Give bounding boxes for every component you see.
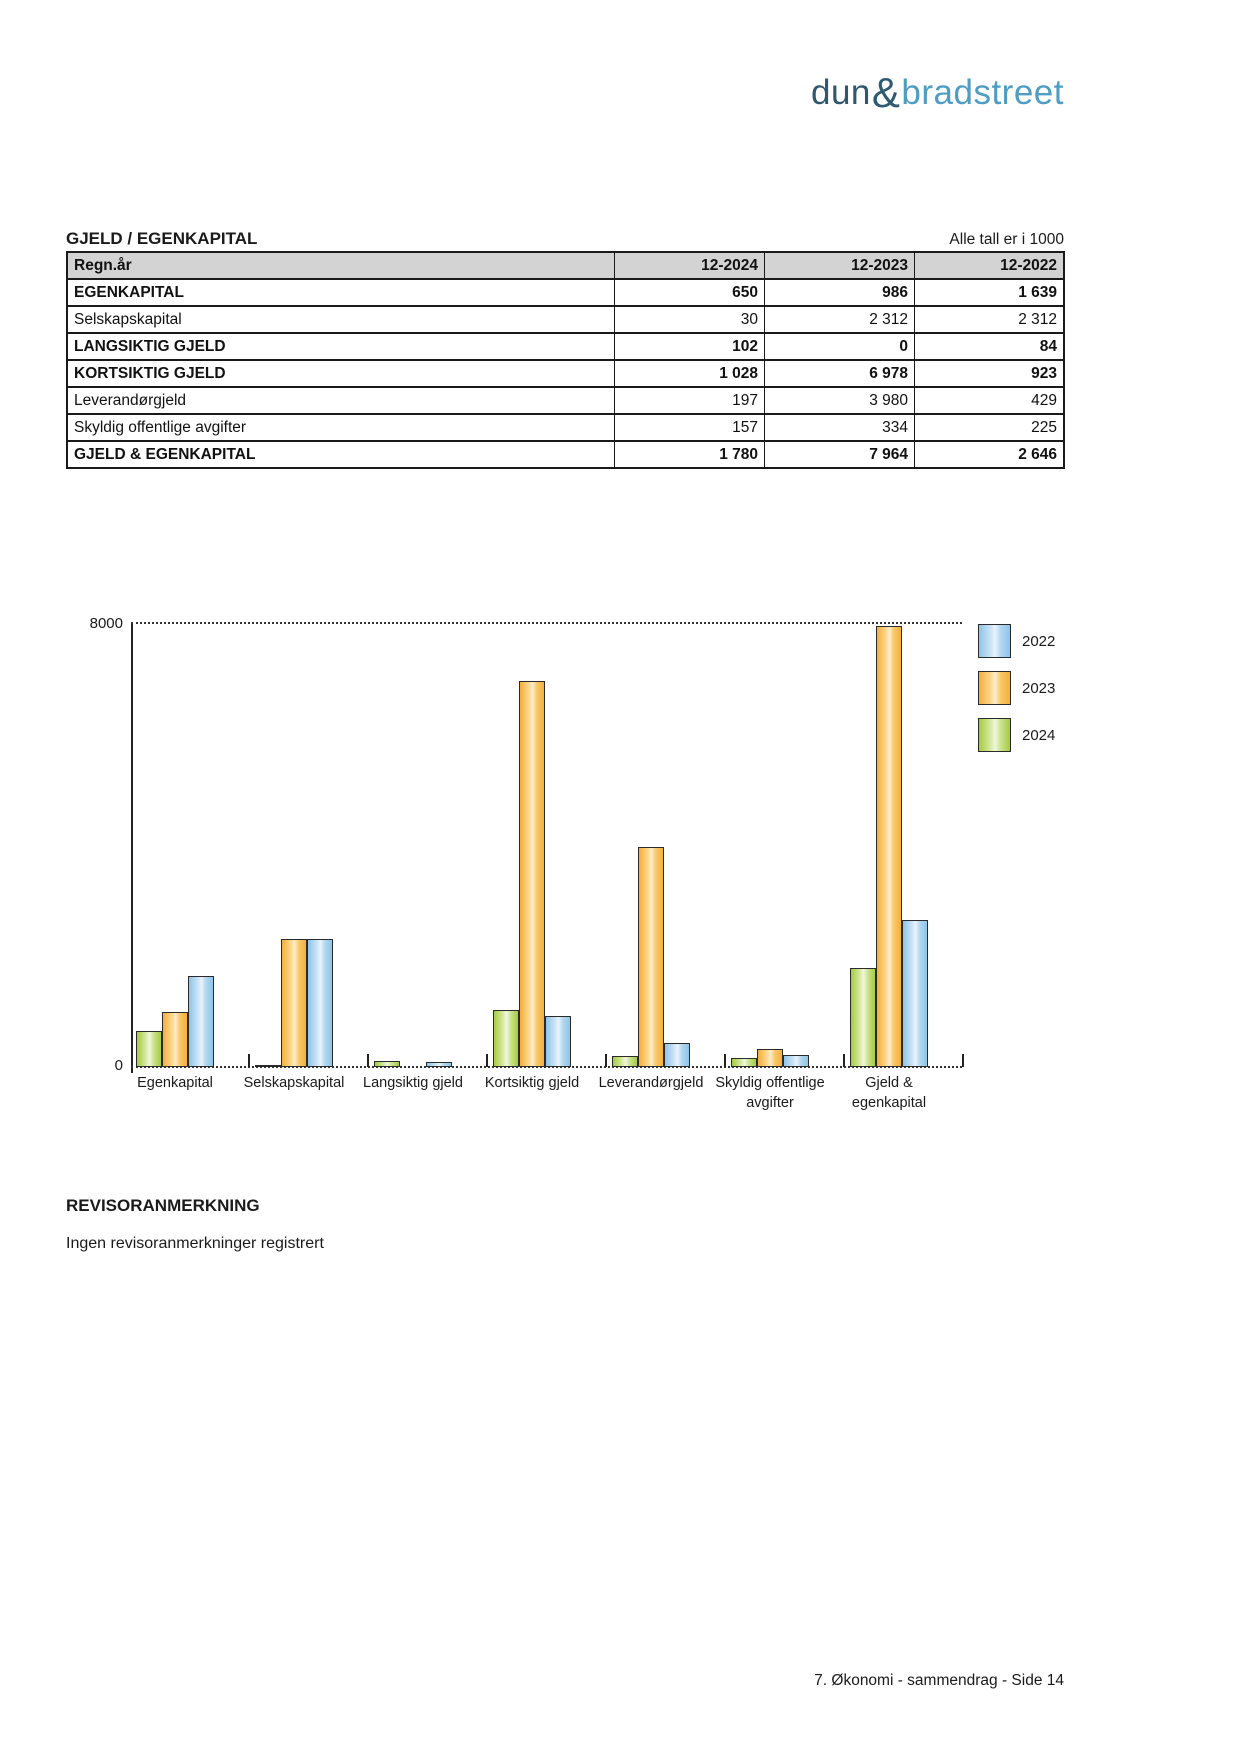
axis-tick	[248, 1054, 250, 1067]
legend-swatch-2023	[978, 671, 1011, 705]
bar-2022	[664, 1043, 690, 1067]
legend-label-2022: 2022	[1022, 633, 1056, 650]
legend-label-2023: 2023	[1022, 680, 1056, 697]
x-axis-baseline	[131, 1066, 962, 1068]
axis-tick	[843, 1054, 845, 1067]
logo-text-bradstreet: bradstreet	[901, 73, 1064, 112]
y-tick-8000: 8000	[89, 615, 123, 632]
bar-2022	[188, 976, 214, 1067]
dun-bradstreet-logo	[811, 66, 1064, 114]
category-label: Selskapskapital	[243, 1075, 345, 1091]
col-header-year: 12-2023	[765, 253, 915, 278]
axis-tick	[486, 1054, 488, 1067]
category-label: Skyldig offentlige avgifter	[715, 1075, 825, 1111]
bar-2024	[612, 1056, 638, 1067]
row-label: EGENKAPITAL	[68, 280, 615, 305]
col-header-year: 12-2024	[615, 253, 765, 278]
table-row	[68, 415, 1063, 442]
axis-tick	[367, 1054, 369, 1067]
bar-2023	[281, 939, 307, 1067]
category-label: Kortsiktig gjeld	[484, 1075, 580, 1091]
category-label: Egenkapital	[137, 1075, 213, 1091]
y-axis	[131, 624, 133, 1073]
row-label: KORTSIKTIG GJELD	[68, 361, 615, 386]
units-note: Alle tall er i 1000	[949, 231, 1064, 248]
row-value: 986	[765, 280, 915, 305]
bar-2022	[307, 939, 333, 1067]
row-value: 334	[765, 415, 915, 440]
row-value: 157	[615, 415, 765, 440]
ampersand-icon: &	[871, 69, 901, 116]
row-value: 30	[615, 307, 765, 332]
row-value: 1 780	[615, 442, 765, 467]
row-value: 7 964	[765, 442, 915, 467]
row-value: 429	[1031, 392, 1057, 409]
row-value: 225	[1031, 419, 1057, 436]
axis-tick	[605, 1054, 607, 1067]
page-footer: 7. Økonomi - sammendrag - Side 14	[814, 1672, 1064, 1689]
legend-label-2024: 2024	[1022, 727, 1056, 744]
table-row	[68, 334, 1063, 361]
table-row	[68, 361, 1063, 388]
revisor-text: Ingen revisoranmerkninger registrert	[66, 1235, 324, 1252]
bar-2023	[638, 847, 664, 1067]
bar-2023	[519, 681, 545, 1067]
row-label: Selskapskapital	[68, 307, 615, 332]
bar-2024	[255, 1065, 281, 1067]
legend-swatch-2024	[978, 718, 1011, 752]
row-value: 0	[765, 334, 915, 359]
bar-2023	[162, 1012, 188, 1067]
table-row	[68, 388, 1063, 415]
gridline-8000	[131, 622, 962, 624]
row-value: 6 978	[765, 361, 915, 386]
bar-2022	[902, 920, 928, 1067]
row-value: 923	[1031, 365, 1057, 382]
table-header-row	[68, 253, 1063, 280]
col-header-year: 12-2022	[1000, 257, 1057, 274]
axis-tick	[724, 1054, 726, 1067]
legend-swatch-2022	[978, 624, 1011, 658]
row-label: Leverandørgjeld	[68, 388, 615, 413]
row-value: 2 312	[765, 307, 915, 332]
bar-2024	[850, 968, 876, 1067]
bar-2022	[426, 1062, 452, 1067]
row-value: 84	[1039, 338, 1057, 355]
revisor-heading: REVISORANMERKNING	[66, 1196, 260, 1215]
row-label: GJELD & EGENKAPITAL	[68, 442, 615, 467]
logo-text-dun: dun	[810, 73, 871, 112]
row-value: 3 980	[765, 388, 915, 413]
row-value: 650	[615, 280, 765, 305]
section-heading-row	[66, 229, 1064, 249]
bar-2024	[731, 1058, 757, 1067]
row-value: 102	[615, 334, 765, 359]
bar-2023	[757, 1049, 783, 1067]
row-value: 1 028	[615, 361, 765, 386]
section-title: GJELD / EGENKAPITAL	[66, 229, 258, 248]
row-value: 1 639	[1018, 284, 1057, 301]
bar-2024	[136, 1031, 162, 1067]
bar-2022	[783, 1055, 809, 1067]
bar-2023	[876, 626, 902, 1067]
row-value: 197	[615, 388, 765, 413]
category-label: Langsiktig gjeld	[363, 1075, 463, 1091]
table-row	[68, 442, 1063, 469]
table-row	[68, 280, 1063, 307]
bar-2022	[545, 1016, 571, 1067]
category-label: Leverandørgjeld	[598, 1075, 704, 1091]
row-label: LANGSIKTIG GJELD	[68, 334, 615, 359]
category-label: Gjeld & egenkapital	[851, 1075, 927, 1111]
financial-table	[66, 251, 1065, 469]
col-header-label: Regn.år	[68, 253, 615, 278]
row-value: 2 646	[1018, 446, 1057, 463]
row-label: Skyldig offentlige avgifter	[68, 415, 615, 440]
bar-2024	[374, 1061, 400, 1067]
axis-tick	[962, 1054, 964, 1067]
y-tick-0: 0	[114, 1057, 123, 1074]
table-row	[68, 307, 1063, 334]
bar-2024	[493, 1010, 519, 1067]
row-value: 2 312	[1018, 311, 1057, 328]
